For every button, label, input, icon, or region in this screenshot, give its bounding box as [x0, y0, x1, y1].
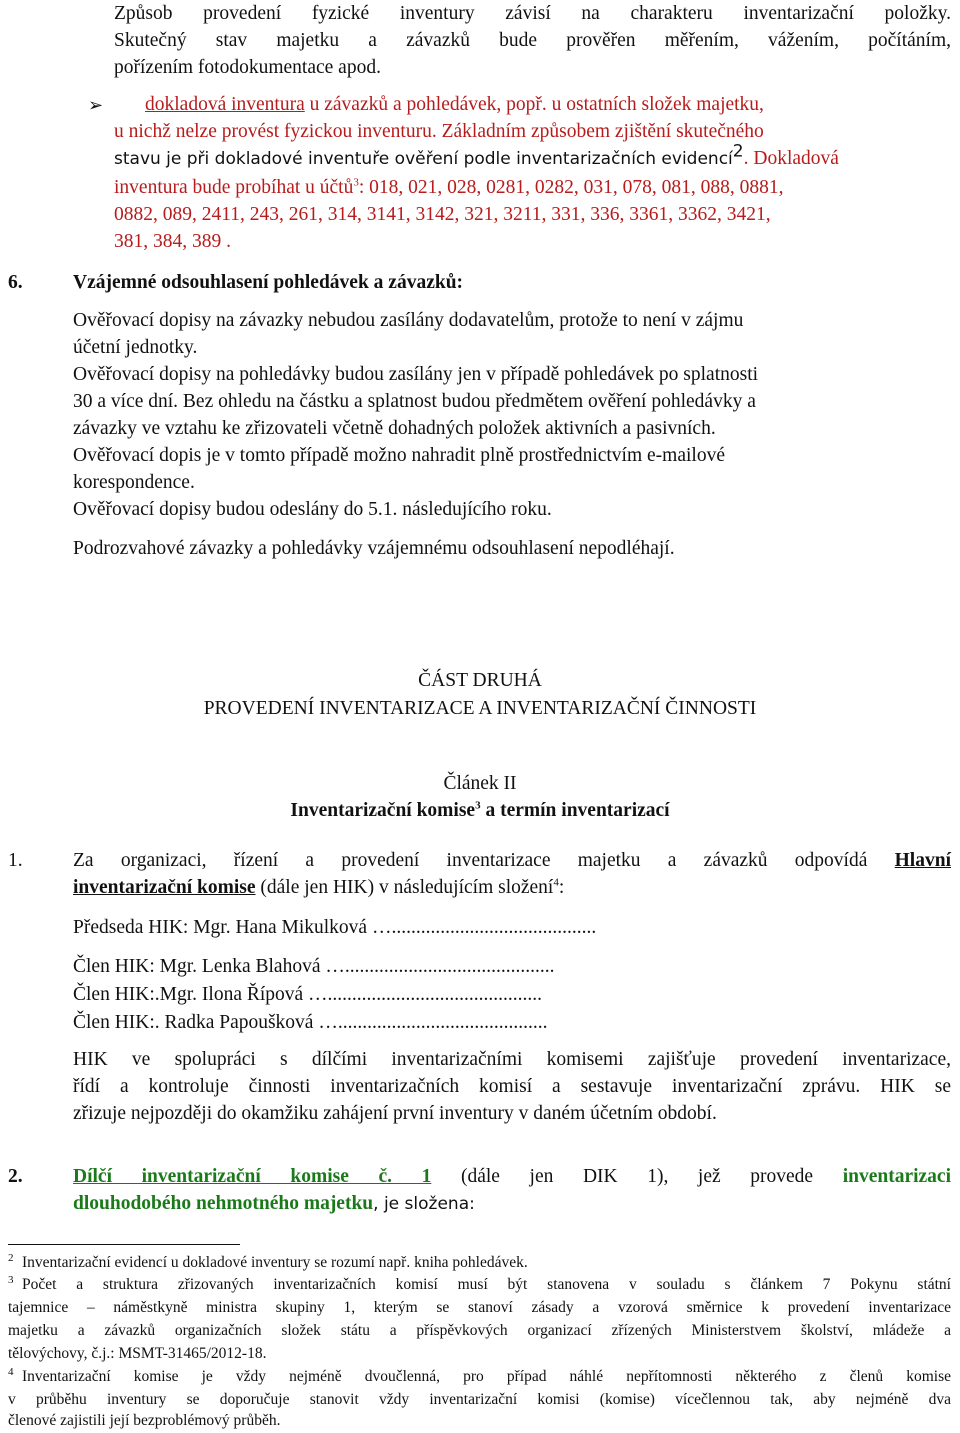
commission-member: Člen HIK: Mgr. Lenka Blahová …........................................... — [73, 956, 555, 977]
footnote-text: členové zajistili její bezproblémový průběh. — [8, 1412, 281, 1429]
item-line: inventarizační komise (dále jen HIK) v následujícím složení$^4$: — [73, 876, 565, 898]
intro-line: pořízením fotodokumentace apod. — [114, 57, 381, 78]
hik-link: inventarizační komise — [73, 877, 256, 898]
commission-member: Předseda HIK: Mgr. Hana Mikulková ….......................................... — [73, 917, 597, 938]
part-title: ČÁST DRUHÁ — [418, 670, 542, 691]
bullet-line: 381, 384, 389 . — [114, 231, 231, 252]
bullet-line: u nichž nelze provést fyzickou inventuru. Základním způsobem zjištění skutečného — [114, 121, 764, 142]
intro-line: Způsob provedení fyzické inventury závisí na charakteru inventarizační položky. — [114, 3, 951, 24]
hik-link: Hlavní — [894, 850, 951, 871]
dik-link: Dílčí inventarizační komise č. 1 — [73, 1166, 432, 1187]
bullet-line: inventura bude probíhat u účtů$^3$: 018, 021, 028, 0281, 0282, 031, 078, 081, 088, 0881, — [114, 176, 784, 198]
intro-line: Skutečný stav majetku a závazků bude prověřen měřením, vážením, počítáním, — [114, 30, 951, 51]
article-heading: Inventarizační komise$^3$ a termín inventarizací — [290, 799, 670, 821]
paragraph-line: korespondence. — [73, 472, 195, 493]
section-heading: Vzájemné odsouhlasení pohledávek a závazků: — [73, 272, 464, 293]
footnote-number: 3 — [8, 1274, 14, 1286]
bullet-line: stavu je při dokladové inventuře ověření podle inventarizačních evidencí$^2$. Dokladová — [114, 141, 839, 169]
paragraph-line: účetní jednotky. — [73, 337, 198, 358]
footnote-text: tělovýchovy, č.j.: MSMT-31465/2012-18. — [8, 1345, 267, 1362]
footnote-text: Inventarizační komise je vždy nejméně dvoučlenná, pro případ náhlé nepřítomnosti některého z členů komise — [22, 1368, 951, 1385]
footnote-text: Počet a struktura zřizovaných inventarizačních komisí musí být stanovena v souladu s článkem 7 Pokynu státní — [22, 1276, 951, 1293]
commission-member: Člen HIK:.Mgr. Ilona Řípová …............................................ — [73, 984, 543, 1005]
item-number: 2. — [8, 1166, 23, 1187]
dokladova-inventura-term: dokladová inventura — [145, 94, 305, 115]
footnote-number: 2 — [8, 1252, 14, 1264]
footnote-text: v průběhu inventury se doporučuje stanovit vždy inventarizační komisi (komise) vícečlennou tak, aby nejméně dva — [8, 1391, 951, 1408]
item-line: dlouhodobého nehmotného majetku, je složena: — [73, 1193, 475, 1214]
footnote-text: Inventarizační evidencí u dokladové inventury se rozumí např. kniha pohledávek. — [22, 1254, 528, 1271]
item-number: 1. — [8, 850, 23, 871]
item-line: Za organizaci, řízení a provedení inventarizace majetku a závazků odpovídá Hlavní — [73, 850, 951, 871]
footnote-text: majetku a závazků organizačních složek státu a příspěvkových organizací zřízených Ministerstvem školství, mládeže a — [8, 1322, 951, 1339]
paragraph-line: 30 a více dní. Bez ohledu na částku a splatnost budou předmětem ověření pohledávky a — [73, 391, 756, 412]
footnote-number: 4 — [8, 1366, 14, 1378]
footnote-text: tajemnice – náměstkyně ministra skupiny 1, kterým se stanoví zásady a vzorová směrnice k provedení inventarizace — [8, 1299, 951, 1316]
footnote-separator — [8, 1244, 240, 1245]
arrow-bullet-icon: ➢ — [88, 95, 104, 115]
paragraph-line: řídí a kontroluje činnosti inventarizačních komisí a sestavuje inventarizační zprávu. HIK se — [73, 1076, 951, 1097]
paragraph-line: HIK ve spolupráci s dílčími inventarizačními komisemi zajišťuje provedení inventarizace, — [73, 1049, 951, 1070]
paragraph-line: zřizuje nejpozději do okamžiku zahájení první inventury v daném účetním období. — [73, 1103, 717, 1124]
paragraph-line: Ověřovací dopisy budou odeslány do 5.1. následujícího roku. — [73, 499, 552, 520]
bullet-line: dokladová inventura u závazků a pohledávek, popř. u ostatních složek majetku, — [145, 94, 764, 115]
paragraph-line: Podrozvahové závazky a pohledávky vzájemnému odsouhlasení nepodléhají. — [73, 538, 675, 559]
item-line: Dílčí inventarizační komise č. 1 (dále jen DIK 1), jež provede inventarizaci — [73, 1166, 951, 1187]
commission-member: Člen HIK:. Radka Papoušková …........................................... — [73, 1012, 548, 1033]
article-label: Článek II — [443, 773, 517, 794]
section-number: 6. — [8, 272, 23, 293]
paragraph-line: Ověřovací dopisy na pohledávky budou zasílány jen v případě pohledávek po splatnosti — [73, 364, 759, 385]
paragraph-line: Ověřovací dopis je v tomto případě možno nahradit plně prostřednictvím e-mailové — [73, 445, 725, 466]
bullet-line: 0882, 089, 2411, 243, 261, 314, 3141, 3142, 321, 3211, 331, 336, 3361, 3362, 3421, — [114, 204, 771, 225]
paragraph-line: Ověřovací dopisy na závazky nebudou zasílány dodavatelům, protože to není v zájmu — [73, 310, 744, 331]
part-subtitle: PROVEDENÍ INVENTARIZACE A INVENTARIZAČNÍ ČINNOSTI — [203, 698, 757, 719]
paragraph-line: závazky ve vztahu ke zřizovateli včetně dohadných položek aktivních a pasivních. — [73, 418, 716, 439]
